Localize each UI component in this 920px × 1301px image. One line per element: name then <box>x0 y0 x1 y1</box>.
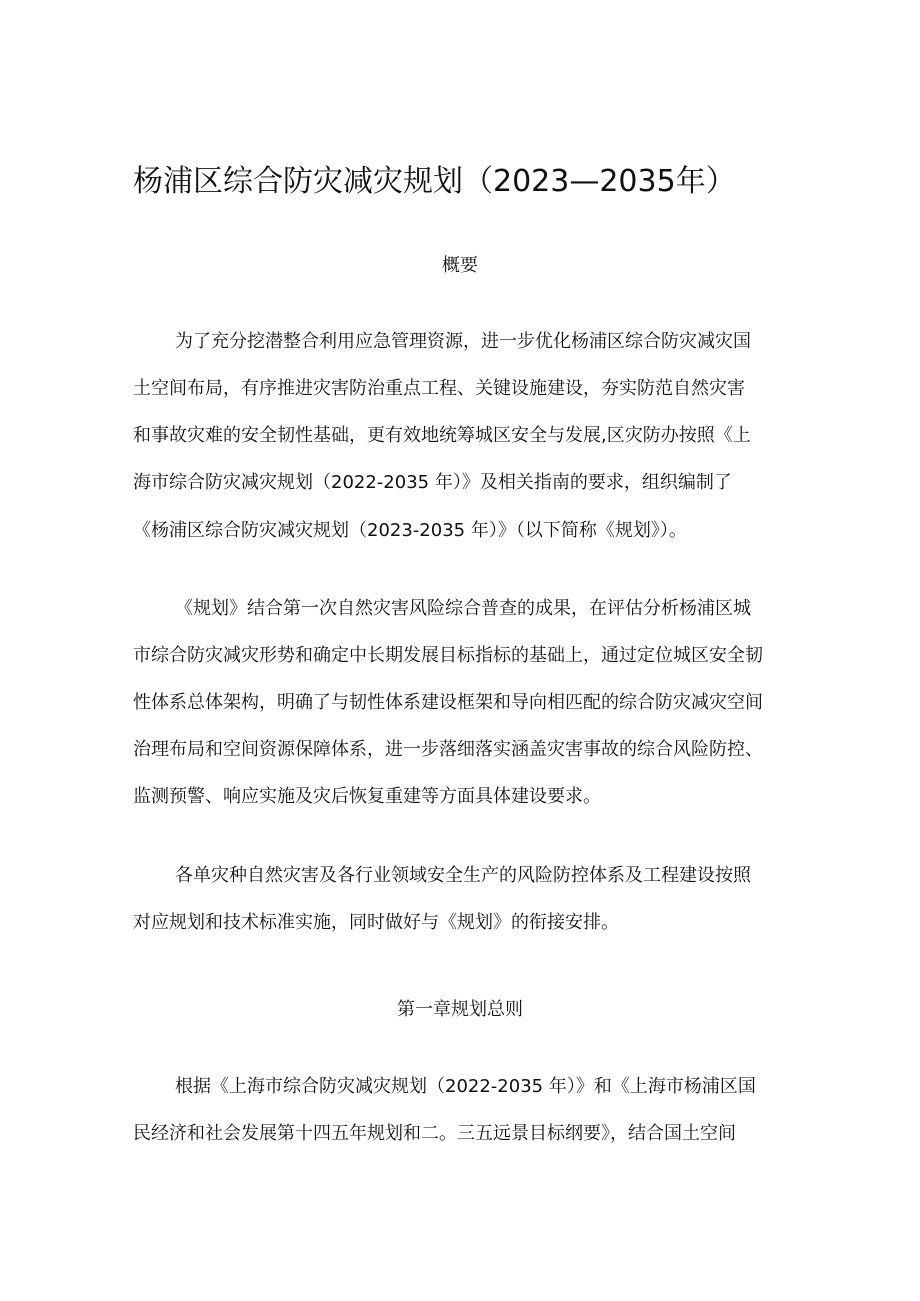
paragraph-line: 《规划》结合第一次自然灾害风险综合普查的成果，在评估分析杨浦区城 <box>175 598 751 619</box>
document-title: 杨浦区综合防灾减灾规划（2023—2035年） <box>133 164 736 199</box>
paragraph-line: 根据《上海市综合防灾减灾规划（2022-2035 年）》和《上海市杨浦区国 <box>175 1076 756 1097</box>
paragraph-line: 监测预警、响应实施及灾后恢复重建等方面具体建设要求。 <box>133 786 601 807</box>
paragraph-line: 对应规划和技术标准实施，同时做好与《规划》的衔接安排。 <box>133 912 619 933</box>
summary-heading: 概要 <box>442 255 478 276</box>
paragraph-line: 土空间布局，有序推进灾害防治重点工程、关键设施建设，夯实防范自然灾害 <box>133 378 745 399</box>
paragraph-line: 和事故灾难的安全韧性基础，更有效地统筹城区安全与发展,区灾防办按照《上 <box>133 425 751 446</box>
paragraph-line: 《杨浦区综合防灾减灾规划（2023-2035 年）》（以下简称《规划》）。 <box>133 520 687 541</box>
paragraph-line: 市综合防灾减灾形势和确定中长期发展目标指标的基础上，通过定位城区安全韧 <box>133 645 763 666</box>
paragraph-line: 性体系总体架构，明确了与韧性体系建设框架和导向相匹配的综合防灾减灾空间 <box>133 692 763 713</box>
paragraph-line: 民经济和社会发展第十四五年规划和二。三五远景目标纲要》，结合国土空间 <box>133 1123 736 1144</box>
chapter-heading: 第一章规划总则 <box>397 999 523 1020</box>
paragraph-line: 治理布局和空间资源保障体系，进一步落细落实涵盖灾害事故的综合风险防控、 <box>133 739 763 760</box>
paragraph-line: 为了充分挖潜整合利用应急管理资源，进一步优化杨浦区综合防灾减灾国 <box>175 331 751 352</box>
paragraph-line: 海市综合防灾减灾规划（2022-2035 年）》及相关指南的要求，组织编制了 <box>133 472 732 493</box>
paragraph-line: 各单灾种自然灾害及各行业领域安全生产的风险防控体系及工程建设按照 <box>175 865 751 886</box>
